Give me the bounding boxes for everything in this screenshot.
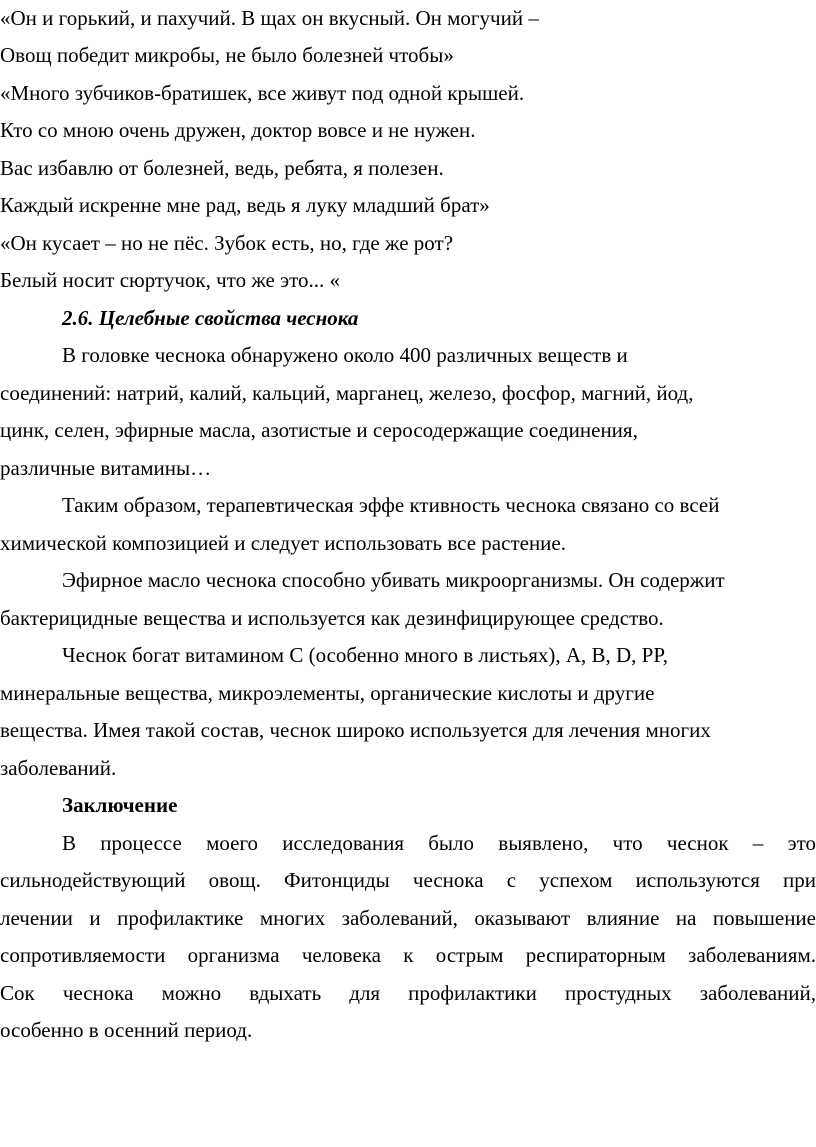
paragraph-line: минеральные вещества, микроэлементы, органические кислоты и другие <box>0 681 655 705</box>
paragraph-line: В головке чеснока обнаружено около 400 различных веществ и <box>62 343 628 367</box>
paragraph-line: цинк, селен, эфирные масла, азотистые и серосодержащие соединения, <box>0 418 638 442</box>
poem-line: Овощ победит микробы, не было болезней чтобы» <box>0 43 454 67</box>
poem-line: Кто со мною очень дружен, доктор вовсе и не нужен. <box>0 118 476 142</box>
paragraph-line: бактерицидные вещества и используется как дезинфицирующее средство. <box>0 606 664 630</box>
conclusion-line: Сок чеснока можно вдыхать для профилактики простудных заболеваний, <box>0 981 816 1005</box>
paragraph-line: химической композицией и следует использовать все растение. <box>0 531 566 555</box>
paragraph-line: заболеваний. <box>0 756 117 780</box>
paragraph-line: вещества. Имея такой состав, чеснок широко используется для лечения многих <box>0 718 711 742</box>
poem-line: «Он и горький, и пахучий. В щах он вкусный. Он могучий – <box>0 6 539 30</box>
conclusion-line: В процессе моего исследования было выявлено, что чеснок – это <box>62 831 816 855</box>
paragraph-line: Таким образом, терапевтическая эффе ктивность чеснока связано со всей <box>62 493 720 517</box>
conclusion-line: сильнодействующий овощ. Фитонциды чеснока с успехом используются при <box>0 868 816 892</box>
paragraph-line: различные витамины… <box>0 456 212 480</box>
conclusion-line: сопротивляемости организма человека к острым респираторным заболеваниям. <box>0 943 816 967</box>
poem-line: Каждый искренне мне рад, ведь я луку младший брат» <box>0 193 490 217</box>
poem-line: «Он кусает – но не пёс. Зубок есть, но, где же рот? <box>0 231 454 255</box>
paragraph-line: Чеснок богат витамином С (особенно много в листьях), А, В, D, PP, <box>62 643 668 667</box>
paragraph-line: соединений: натрий, калий, кальций, марганец, железо, фосфор, магний, йод, <box>0 381 694 405</box>
paragraph-line: Эфирное масло чеснока способно убивать микроорганизмы. Он содержит <box>62 568 725 592</box>
poem-line: Белый носит сюртучок, что же это... « <box>0 268 341 292</box>
poem-line: «Много зубчиков-братишек, все живут под одной крышей. <box>0 81 525 105</box>
section-heading: 2.6. Целебные свойства чеснока <box>62 306 359 330</box>
conclusion-line: особенно в осенний период. <box>0 1018 253 1042</box>
conclusion-line: лечении и профилактике многих заболеваний, оказывают влияние на повышение <box>0 906 816 930</box>
poem-line: Вас избавлю от болезней, ведь, ребята, я полезен. <box>0 156 444 180</box>
conclusion-heading: Заключение <box>62 793 178 817</box>
